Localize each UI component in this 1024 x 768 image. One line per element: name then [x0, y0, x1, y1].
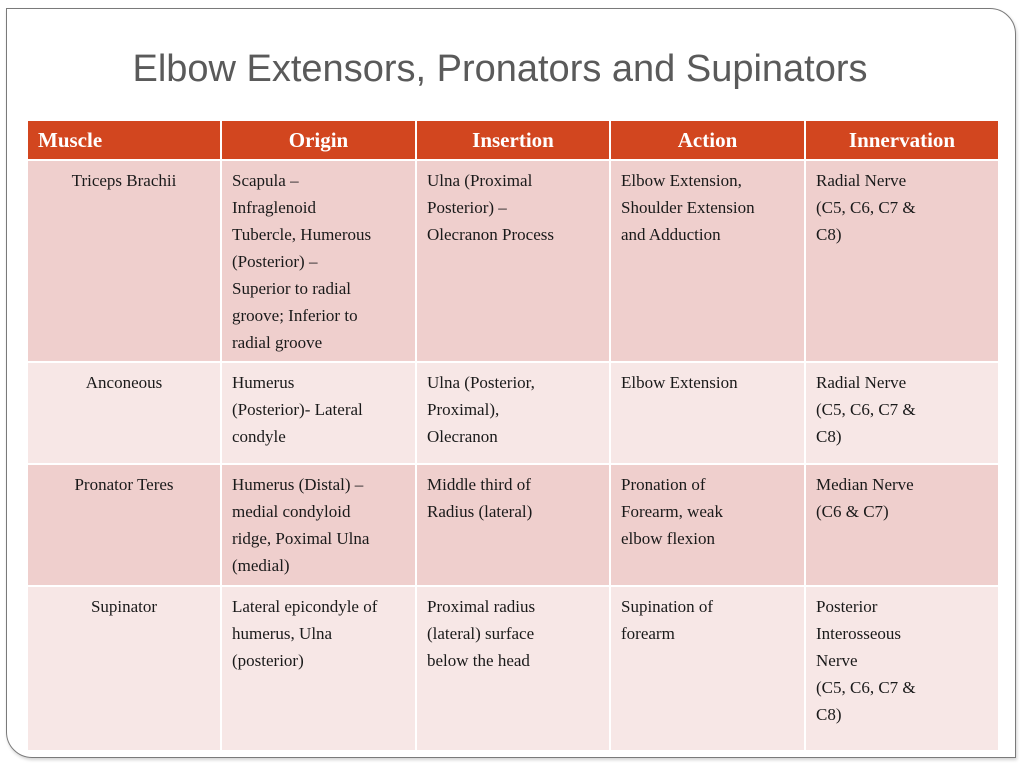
- innervation-cell: [805, 586, 999, 751]
- muscle-cell: [27, 160, 221, 362]
- header-muscle: Muscle: [27, 120, 221, 160]
- innervation-cell: [805, 160, 999, 362]
- action-text: Pronation of Forearm, weak elbow flexion: [621, 475, 723, 548]
- insertion-text: Ulna (Proximal Posterior) – Olecranon Process: [427, 171, 554, 244]
- innervation-text: Median Nerve (C6 & C7): [816, 475, 914, 521]
- header-innervation: Innervation: [805, 120, 999, 160]
- insertion-text: Ulna (Posterior, Proximal), Olecranon: [427, 373, 535, 446]
- table-row: [27, 362, 999, 464]
- innervation-cell: [805, 464, 999, 586]
- origin-cell: [221, 362, 416, 464]
- insertion-cell: [416, 362, 610, 464]
- insertion-cell: [416, 586, 610, 751]
- muscle-name: Pronator Teres: [74, 475, 174, 494]
- muscle-name: Supinator: [90, 597, 158, 616]
- header-origin: Origin: [221, 120, 416, 160]
- innervation-text: Radial Nerve (C5, C6, C7 & C8): [816, 373, 916, 446]
- header-insertion: Insertion: [416, 120, 610, 160]
- innervation-text: Posterior Interosseous Nerve (C5, C6, C7 & C8): [816, 597, 916, 724]
- origin-text: Scapula – Infraglenoid Tubercle, Humerous (Posterior) – Superior to radial groove; Inferior to radial groove: [232, 171, 372, 352]
- origin-text: Humerus (Posterior)- Lateral condyle: [232, 373, 363, 446]
- origin-cell: [221, 464, 416, 586]
- action-cell: [610, 362, 805, 464]
- muscle-cell: [27, 586, 221, 751]
- muscle-cell: [27, 464, 221, 586]
- table-header-row: [27, 120, 999, 160]
- table-row: [27, 160, 999, 362]
- insertion-cell: [416, 464, 610, 586]
- action-cell: [610, 160, 805, 362]
- muscle-table: [26, 119, 1000, 752]
- muscle-cell: [27, 362, 221, 464]
- table-row: [27, 586, 999, 751]
- innervation-cell: [805, 362, 999, 464]
- origin-cell: [221, 160, 416, 362]
- action-cell: [610, 586, 805, 751]
- origin-cell: [221, 586, 416, 751]
- muscle-name: Anconeous: [85, 373, 163, 392]
- action-text: Supination of forearm: [621, 597, 714, 643]
- table-row: [27, 464, 999, 586]
- action-text: Elbow Extension, Shoulder Extension and Adduction: [621, 171, 755, 244]
- header-action: Action: [610, 120, 805, 160]
- slide-title: Elbow Extensors, Pronators and Supinators: [132, 48, 868, 90]
- insertion-text: Middle third of Radius (lateral): [427, 475, 533, 521]
- insertion-cell: [416, 160, 610, 362]
- muscle-name: Triceps Brachii: [71, 171, 177, 190]
- innervation-text: Radial Nerve (C5, C6, C7 & C8): [816, 171, 916, 244]
- insertion-text: Proximal radius (lateral) surface below the head: [427, 597, 536, 670]
- origin-text: Lateral epicondyle of humerus, Ulna (posterior): [232, 597, 378, 670]
- origin-text: Humerus (Distal) – medial condyloid ridge, Poximal Ulna (medial): [232, 475, 370, 575]
- action-text: Elbow Extension: [621, 373, 738, 392]
- action-cell: [610, 464, 805, 586]
